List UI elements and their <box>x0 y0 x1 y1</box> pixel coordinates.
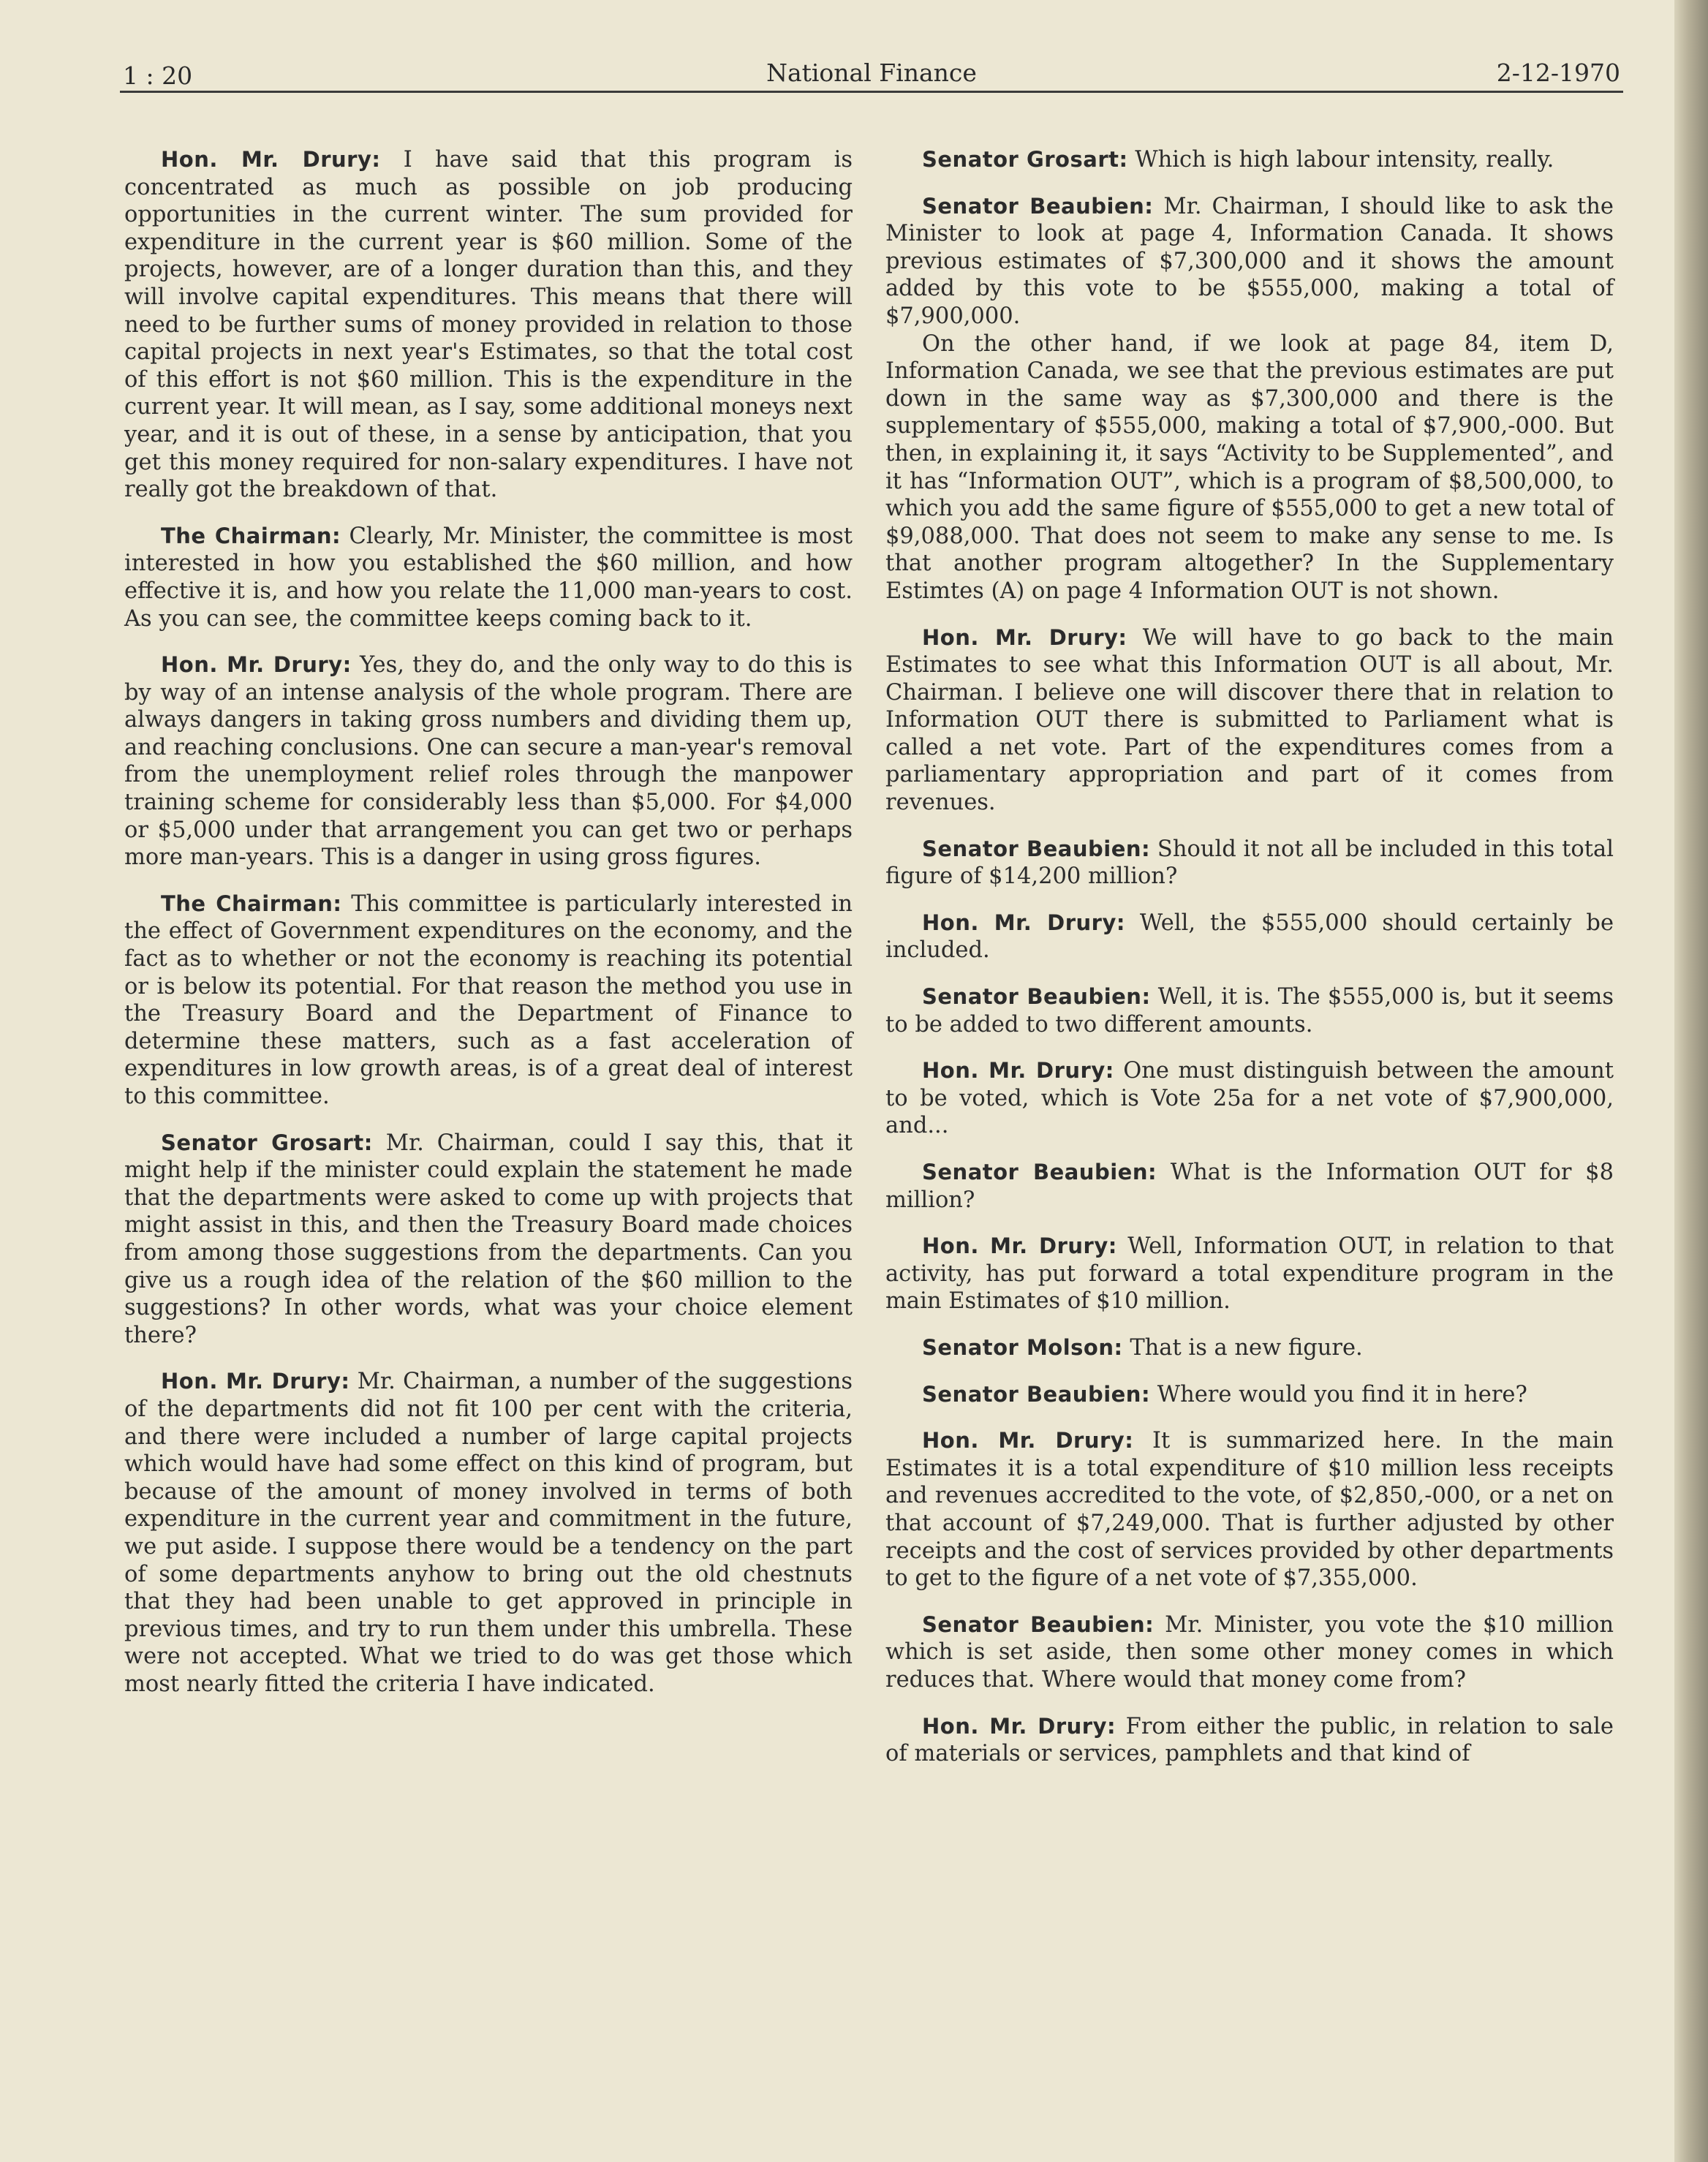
speaker-name: Hon. Mr. Drury: <box>922 624 1127 650</box>
speaker-name: Senator Beaubien: <box>922 1160 1157 1184</box>
paragraph-text: Mr. Chairman, a number of the suggestions of the departments did not fit 100 per cent with the criteria, and there were included a number of large capital projects which would have had some effect on this kind of program, but because of the amount of money involved in terms of both expenditure in the current year and commitment in the future, we put aside. I suppose there would be a tendency on the part of some departments anyhow to bring out the old chestnuts that they had been unable to get approved in principle in previous times, and try to run them under this umbrella. These were not accepted. What we tried to do was get those which most nearly fitted the criteria I have indicated. <box>124 1369 853 1697</box>
speaker-name: The Chairman: <box>161 523 341 548</box>
speaker-name: Hon. Mr. Drury: <box>161 1369 350 1394</box>
page-number: 1 : 20 <box>123 61 193 90</box>
paragraph <box>124 891 853 1111</box>
paragraph <box>885 624 1614 817</box>
paragraph-text: One must distinguish between the amount to be voted, which is Vote 25a for a net vote of $7,900,000, and... <box>885 1058 1614 1139</box>
speaker-name: Hon. Mr. Drury: <box>922 1233 1117 1259</box>
left-column <box>124 146 853 1717</box>
paragraph-text: I have said that this program is concentrated as much as possible on job producing opportunities in the current winter. The sum provided for expenditure in the current year is $60 million. Some of the projects, however, are of a longer duration than this, and they will involve capital expenditures. This means that there will need to be further sums of money provided in relation to those capital projects in next year's Estimates, so that the total cost of this effort is not $60 million. This is the expenditure in the current year. It will mean, as I say, some additional moneys next year, and it is out of these, in a sense by anticipation, that you get this money required for non-salary expenditures. I have not really got the breakdown of that. <box>124 147 853 503</box>
right-column <box>885 146 1614 1787</box>
paragraph <box>885 1427 1614 1592</box>
paragraph <box>885 1159 1614 1214</box>
paragraph <box>885 1611 1614 1694</box>
speaker-name: Senator Beaubien: <box>922 193 1154 219</box>
speaker-name: Hon. Mr. Drury: <box>922 910 1125 935</box>
paragraph-text: From either the public, in relation to sale of materials or services, pamphlets and that kind of <box>885 1713 1614 1767</box>
paragraph <box>124 523 853 632</box>
speaker-name: Hon. Mr. Drury: <box>161 147 381 172</box>
speaker-name: Senator Molson: <box>922 1334 1123 1360</box>
publication-date: 2-12-1970 <box>1496 58 1620 87</box>
paragraph-text: Should it not all be included in this total figure of $14,200 million? <box>885 836 1614 890</box>
paragraph-text: This committee is particularly interested in the effect of Government expenditures on the economy, and the fact as to whether or not the economy is reaching its potential or is below its potential. For that reason the method you use in the Treasury Board and the Department of Finance to determine these matters, such as a fast acceleration of expenditures in low growth areas, is of a great deal of interest to this committee. <box>124 891 853 1109</box>
header-rule <box>120 91 1623 93</box>
speaker-name: Hon. Mr. Drury: <box>922 1713 1116 1739</box>
paragraph-text: Well, Information OUT, in relation to that activity, has put forward a total expenditure program in the main Estimates of $10 million. <box>885 1233 1614 1315</box>
paragraph <box>124 146 853 504</box>
paragraph-text: Clearly, Mr. Minister, the committee is most interested in how you established the $60 million, and how effective it is, and how you relate the 11,000 man-years to cost. As you can see, the committee keeps coming back to it. <box>124 523 853 632</box>
paragraph <box>885 1057 1614 1140</box>
speaker-name: Hon. Mr. Drury: <box>922 1058 1114 1084</box>
page-header <box>123 57 1620 91</box>
speaker-name: The Chairman: <box>161 891 342 916</box>
paragraph-text: What is the Information OUT for $8 million? <box>885 1160 1614 1213</box>
paragraph <box>124 1368 853 1698</box>
paragraph-text: Where would you find it in here? <box>1157 1381 1527 1407</box>
paragraph-text: Well, the $555,000 should certainly be included. <box>885 910 1614 964</box>
paragraph-text: That is a new figure. <box>1130 1334 1363 1361</box>
paragraph-text: On the other hand, if we look at page 84, item D, Information Canada, we see that the previous estimates are put down in the same way as $7,300,000 and there is the supplementary of $555,000, making a total of $7,900,-000. But then, in explaining it, it says “Activity to be Supplemented”, and it has “Information OUT”, which is a program of $8,500,000, to which you add the same figure of $555,000 to get a new total of $9,088,000. That does not seem to make any sense to me. Is that another program altogether? In the Supplementary Estimtes (A) on page 4 Information OUT is not shown. <box>885 330 1614 604</box>
paragraph <box>885 193 1614 330</box>
paragraph <box>124 651 853 872</box>
paragraph <box>885 1233 1614 1315</box>
speaker-name: Senator Beaubien: <box>922 836 1151 861</box>
speaker-name: Hon. Mr. Drury: <box>161 652 352 678</box>
publication-title: National Finance <box>766 58 977 87</box>
speaker-name: Senator Beaubien: <box>922 1381 1151 1407</box>
speaker-name: Senator Beaubien: <box>922 1611 1155 1637</box>
paragraph <box>885 910 1614 964</box>
page-edge <box>1674 0 1708 2162</box>
paragraph-text: We will have to go back to the main Estimates to see what this Information OUT is all about, Mr. Chairman. I believe one will discover there that in relation to Information OUT there is submitted to Parliament what is called a net vote. Part of the expenditures comes from a parliamentary appropriation and part of it comes from revenues. <box>885 624 1614 816</box>
paragraph-text: Well, it is. The $555,000 is, but it seems to be added to two different amounts. <box>885 984 1614 1037</box>
paragraph <box>885 1713 1614 1768</box>
paragraph-text: Mr. Chairman, I should like to ask the Minister to look at page 4, Information Canada. It shows previous estimates of $7,300,000 and it shows the amount added by this vote to be $555,000, making a total of $7,900,000. <box>885 193 1614 329</box>
paragraph-continuation <box>885 330 1614 605</box>
paragraph <box>885 146 1614 174</box>
paragraph-text: Mr. Chairman, could I say this, that it might help if the minister could explain the statement he made that the departments were asked to come up with projects that might assist in this, and then the Treasury Board made choices from among those suggestions from the departments. Can you give us a rough idea of the relation of the $60 million to the suggestions? In other words, what was your choice element there? <box>124 1130 853 1348</box>
paragraph-text: It is summarized here. In the main Estimates it is a total expenditure of $10 million less receipts and revenues accredited to the vote, of $2,850,-000, or a net on that account of $7,249,000. That is further adjusted by other receipts and the cost of services provided by other departments to get to the figure of a net vote of $7,355,000. <box>885 1428 1614 1592</box>
speaker-name: Hon. Mr. Drury: <box>922 1428 1134 1454</box>
paragraph <box>885 983 1614 1038</box>
speaker-name: Senator Grosart: <box>922 147 1128 172</box>
paragraph <box>885 1334 1614 1362</box>
paragraph-text: Mr. Minister, you vote the $10 million which is set aside, then some other money comes in which reduces that. Where would that money come from? <box>885 1611 1614 1693</box>
speaker-name: Senator Grosart: <box>161 1130 373 1155</box>
speaker-name: Senator Beaubien: <box>922 984 1151 1010</box>
paragraph <box>885 1381 1614 1409</box>
paragraph <box>885 836 1614 891</box>
paragraph <box>124 1130 853 1350</box>
paragraph-text: Yes, they do, and the only way to do this is by way of an intense analysis of the whole program. There are always dangers in taking gross numbers and dividing them up, and reaching conclusions. One can secure a man-year's removal from the unemployment relief roles through the manpower training scheme for considerably less than $5,000. For $4,000 or $5,000 under that arrangement you can get two or perhaps more man-years. This is a danger in using gross figures. <box>124 652 853 871</box>
paragraph-text: Which is high labour intensity, really. <box>1135 147 1554 173</box>
